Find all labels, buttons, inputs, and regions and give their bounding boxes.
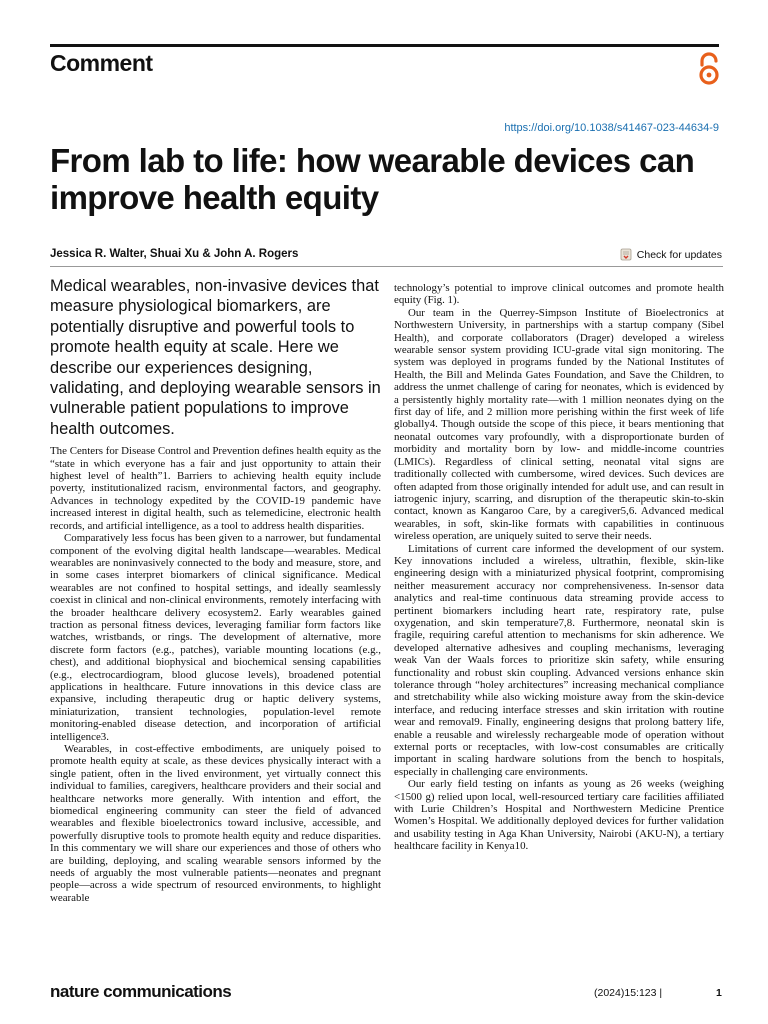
left-column xyxy=(50,276,381,904)
body-paragraph: Our early field testing on infants as young as 26 weeks (weighing <1500 g) relied upon local, well-resourced tertiary care facilities affiliated with Lurie Children’s Hospital and Northwestern Medicine Prentice Women’s Hospital. We additionally deployed devices for further validation and usability testing in Aga Khan University, Nairobi (AKU-N), a tertiary healthcare facility in Kenya10. xyxy=(394,778,724,853)
body-paragraph: technology’s potential to improve clinical outcomes and promote health equity (Fig. 1). xyxy=(394,282,724,307)
body-paragraph: Our team in the Querrey-Simpson Institute of Bioelectronics at Northwestern University, in partnerships with a startup company (Sibel Health), and corporate collaborators (Drager) developed a wireless wearable sensor system providing ICU-grade vital sign monitoring. The system was deployed in programs funded by the National Institutes of Health, the Bill and Melinda Gates Foundation, and Save the Children, to address the unmet challenge of caring for neonates, which is evidenced by a persistently highly mortality rate—with 1 million neonates dying on the first day of life, and 2 million more perishing within the first week of life globally4. Though outside the scope of this piece, it bears mentioning that neonatal outcomes vary profoundly, with a disproportionate burden of morbidity and mortality born by low- and middle-income countries (LMICs). Regardless of clinical setting, neonatal vital signs are traditionally collected with cumbersome, wired devices. Such devices are often adapted from those originally intended for adult use, and can result in iatrogenic injury, scarring, and disruption of the therapeutic skin-to-skin contact, known as Kangaroo Care, by a caregiver5,6. Advanced medical wearables, in soft, skin-like formats with capabilities in continuous wireless operation, are uniquely suited to serve their needs. xyxy=(394,306,724,543)
section-label: Comment xyxy=(50,50,153,76)
check-for-updates-button[interactable] xyxy=(620,248,722,261)
journal-name: nature communications xyxy=(50,982,232,1001)
body-paragraph: Comparatively less focus has been given to a narrower, but fundamental component of the evolving digital health landscape—wearables. Medical wearables are noninvasively connected to the body and measure, store, and in some cases interpret biomarkers of clinical significance. Medical wearables are not confined to hospital settings, and ideally seamlessly coexist in clinical and non-clinical environments, remotely interfacing with the broader healthcare delivery ecosystem2. Early wearables gained traction as personal fitness devices, leveraging familiar form factors like watches, wristbands, or rings. The development of alternative, more discrete form factors (e.g., patches), variable mounting locations (e.g., chest), and additional biophysical and biochemical sensing capabilities (e.g., electrocardiogram, blood glucose levels), broadened potential applications in healthcare. Future innovations in this device class are expansive, including therapeutic drug or haptic delivery systems, miniaturization, transient technologies, population-level remote monitoring-enabled disease detection, and incorporation of artificial intelligence3. xyxy=(50,532,381,743)
header-rule xyxy=(50,44,719,47)
body-paragraph: Wearables, in cost-effective embodiments, are uniquely poised to promote health equity at scale, as these devices physically interact with a single patient, often in the lived environment, yet virtually connect this individual to families, caregivers, healthcare providers and their social and healthcare networks more generally. With intention and effort, the biomedical engineering community can steer the field of advanced wearables and flexible bioelectronics toward inclusive, accessible, and powerfully disruptive tools to promote health equity and reduce disparities. In this commentary we will share our experiences and those of others who are building, deploying, and scaling wearable sensors informed by the needs of arguably the most vulnerable patients—neonates and pregnant people—across a wide spectrum of resourced environments, to highlight wearable xyxy=(50,743,381,904)
abstract: Medical wearables, non-invasive devices that measure physiological biomarkers, are potentially disruptive and powerful tools to promote health equity at scale. Here we describe our experiences designing, validating, and deploying wearable sensors in vulnerable patient populations to improve health outcomes. xyxy=(50,277,381,438)
citation: (2024)15:123 | xyxy=(594,987,663,999)
check-updates-icon xyxy=(620,248,632,261)
doi-link[interactable]: https://doi.org/10.1038/s41467-023-44634-9 xyxy=(504,122,719,134)
authors-divider xyxy=(50,266,723,267)
check-updates-label: Check for updates xyxy=(636,248,722,261)
article-title: From lab to life: how wearable devices can improve health equity xyxy=(50,142,695,216)
author-list[interactable]: Jessica R. Walter, Shuai Xu & John A. Rogers xyxy=(50,248,299,260)
body-paragraph: Limitations of current care informed the development of our system. Key innovations included a wireless, ultrathin, flexible, skin-like engineering design with a miniaturized physical footprint, compromising neither measurement accuracy nor comprehensiveness. In-sensor data analytics and real-time continuous data streaming provide access to pertinent biomarkers including heart rate, respiratory rate, pulse oxygenation, and skin temperature7,8. Furthermore, neonatal skin is fragile, requiring careful attention to mechanisms for skin adherence. We developed alternative adhesives and coupling mechanisms, leveraging weak Van der Waals forces to prioritize skin safety, while ensuring functionality and robust skin coupling. Advanced versions enhance skin tolerance through “holey architectures” increasing mechanical compliance and stretchability while also wicking moisture away from the skin-device interface, and reducing interface stresses and skin irritation with routine wear and removal9. Finally, engineering designs that prolong battery life, enable a reusable and wirelessly rechargeable mode of operation without external ports or receptacles, with low-cost consumables are critically important in scaling hardware solutions from the bench to hospitals, especially in challenging care environments. xyxy=(394,542,724,778)
body-paragraph: The Centers for Disease Control and Prevention defines health equity as the “state in which everyone has a fair and just opportunity to attain their highest level of health”1. Barriers to achieving health equity include poverty, institutionalized racism, environmental factors, and geography. Advances in technology expedited by the COVID-19 pandemic have increased interest in digital health, such as telemedicine, electronic health records, and artificial intelligence, as a tool to address health disparities. xyxy=(50,445,381,532)
left-body xyxy=(50,445,381,904)
open-access-icon[interactable] xyxy=(696,52,722,86)
right-column xyxy=(394,282,724,853)
page-number: 1 xyxy=(716,987,722,999)
